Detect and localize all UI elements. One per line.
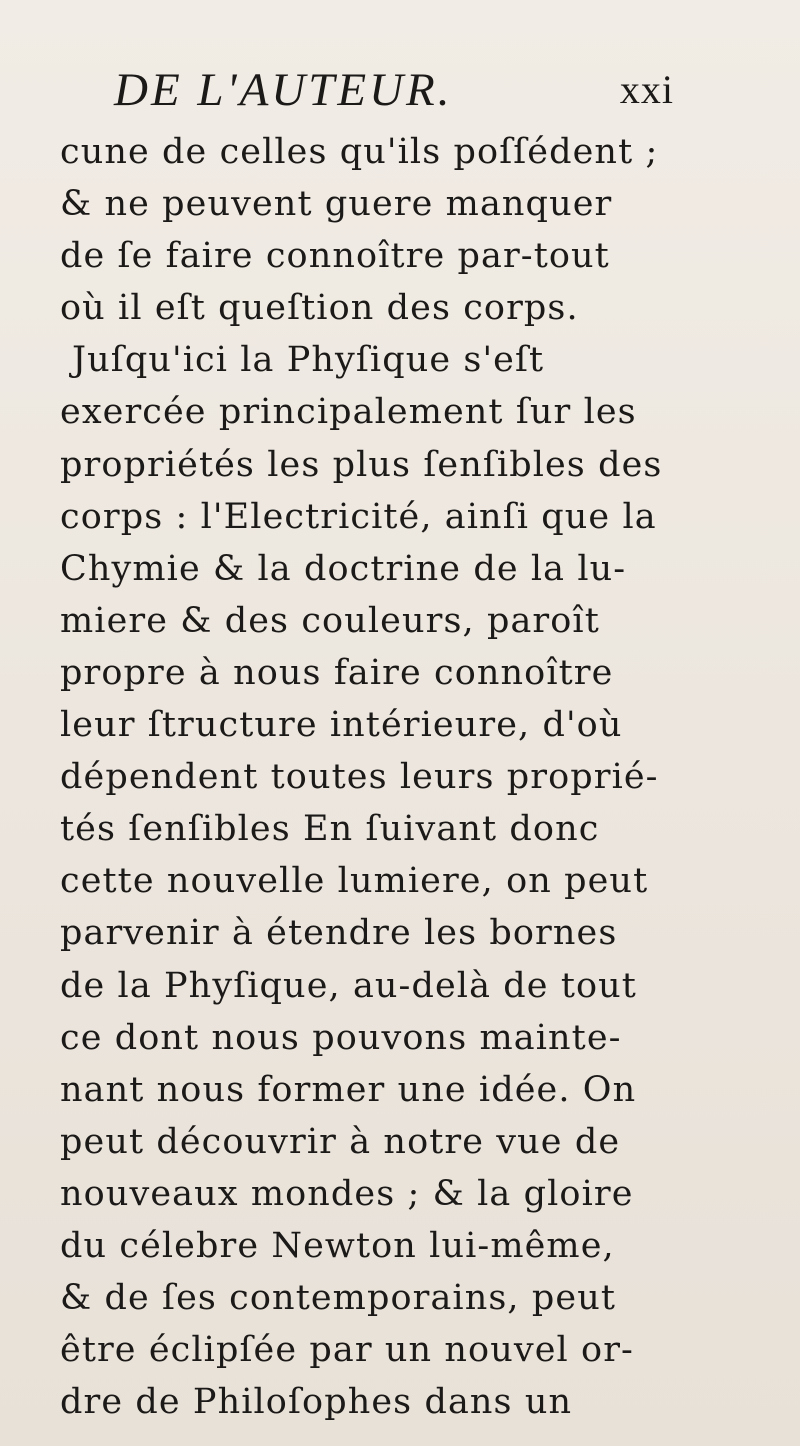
text-line: nouveaux mondes ; & la gloire <box>60 1173 634 1214</box>
text-line: de la Phyſique, au-delà de tout <box>60 965 637 1006</box>
text-line: de ſe faire connoître par-tout <box>60 236 610 277</box>
text-line: miere & des couleurs, paroît <box>60 600 600 641</box>
text-line: corps : l'Electricité, ainſi que la <box>60 496 657 537</box>
text-line: être éclipſée par un nouvel or- <box>60 1330 634 1371</box>
page-number: xxi <box>619 67 674 112</box>
text-line: dépendent toutes leurs proprié- <box>60 757 659 798</box>
text-line: Juſqu'ici la Phyſique s'eſt <box>72 340 545 381</box>
text-line: propre à nous faire connoître <box>60 652 614 693</box>
text-line: exercée principalement ſur les <box>60 392 637 433</box>
text-line: Chymie & la doctrine de la lu- <box>60 548 627 589</box>
text-line: leur ſtructure intérieure, d'où <box>60 705 623 746</box>
text-line: peut découvrir à notre vue de <box>60 1121 621 1162</box>
text-line: dre de Philoſophes dans un <box>60 1382 573 1423</box>
text-line: où il eſt queſtion des corps. <box>60 288 579 329</box>
text-line: tés ſenſibles En ſuivant donc <box>60 809 600 850</box>
running-title: DE L'AUTEUR. <box>114 64 453 116</box>
text-line: cune de celles qu'ils poſſédent ; <box>60 132 659 172</box>
text-line: cette nouvelle lumiere, on peut <box>60 861 649 902</box>
text-line: ce dont nous pouvons mainte- <box>60 1017 622 1058</box>
text-line: nant nous former une idée. On <box>60 1069 637 1110</box>
text-line: propriétés les plus ſenſibles des <box>60 444 663 485</box>
body-text <box>60 126 680 1428</box>
text-line: & ne peuvent guere manquer <box>60 184 613 225</box>
text-line: du célebre Newton lui-même, <box>60 1225 615 1266</box>
page-header <box>114 62 674 118</box>
text-line: & de ſes contemporains, peut <box>60 1278 617 1319</box>
text-line: parvenir à étendre les bornes <box>60 913 618 954</box>
